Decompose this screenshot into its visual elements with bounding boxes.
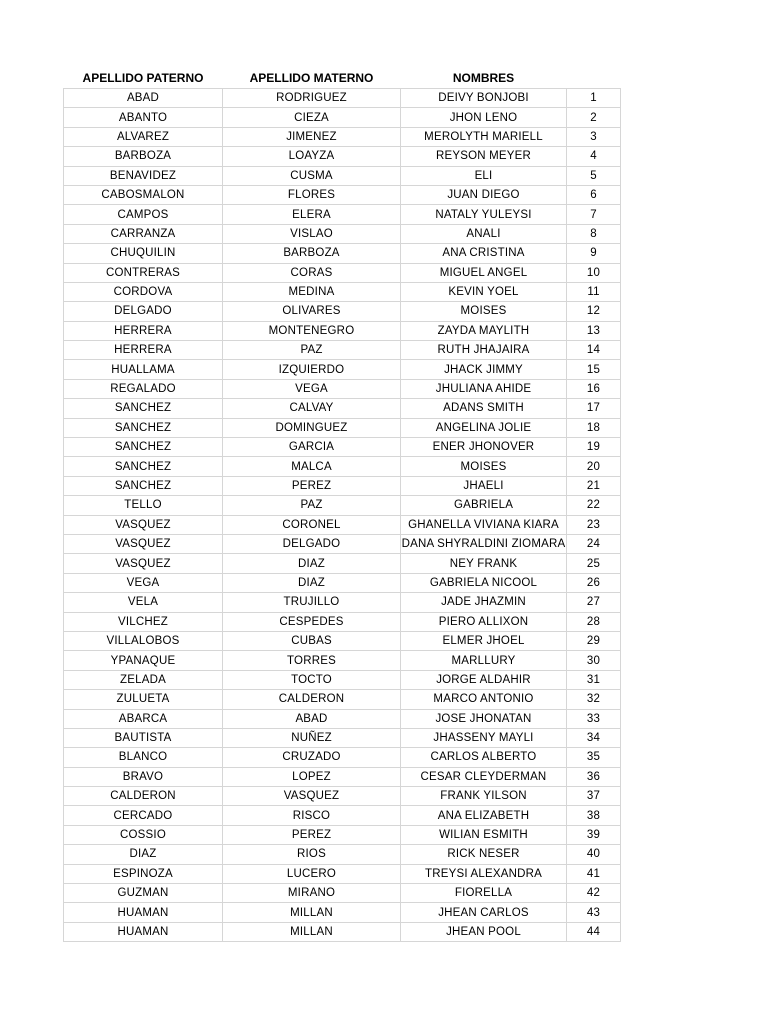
cell-apellido-paterno: ZELADA (64, 670, 223, 689)
cell-apellido-materno: MILLAN (223, 903, 401, 922)
cell-nombres: ANALI (401, 224, 567, 243)
table-row (64, 166, 621, 185)
cell-numero: 38 (567, 806, 621, 825)
cell-apellido-materno: DIAZ (223, 554, 401, 573)
cell-numero: 29 (567, 631, 621, 650)
header-nombres: NOMBRES (452, 71, 515, 85)
cell-numero: 3 (567, 127, 621, 146)
cell-apellido-paterno: VEGA (64, 573, 223, 592)
table-row (64, 205, 621, 224)
table-row (64, 127, 621, 146)
cell-numero: 7 (567, 205, 621, 224)
cell-apellido-paterno: SANCHEZ (64, 457, 223, 476)
cell-nombres: ELMER JHOEL (401, 631, 567, 650)
cell-numero: 28 (567, 612, 621, 631)
table-row (64, 282, 621, 301)
cell-nombres: MOISES (401, 302, 567, 321)
cell-nombres: ZAYDA MAYLITH (401, 321, 567, 340)
cell-apellido-paterno: BLANCO (64, 748, 223, 767)
cell-apellido-materno: CIEZA (223, 108, 401, 127)
table-row (64, 302, 621, 321)
cell-nombres: ELI (401, 166, 567, 185)
cell-numero: 31 (567, 670, 621, 689)
cell-apellido-materno: CUBAS (223, 631, 401, 650)
table-row (64, 263, 621, 282)
cell-apellido-paterno: VELA (64, 593, 223, 612)
cell-apellido-paterno: ABANTO (64, 108, 223, 127)
cell-nombres: FIORELLA (401, 884, 567, 903)
cell-numero: 1 (567, 89, 621, 108)
cell-numero: 33 (567, 709, 621, 728)
cell-numero: 37 (567, 787, 621, 806)
cell-apellido-paterno: VILLALOBOS (64, 631, 223, 650)
cell-numero: 2 (567, 108, 621, 127)
cell-nombres: PIERO ALLIXON (401, 612, 567, 631)
table-row (64, 709, 621, 728)
cell-numero: 14 (567, 341, 621, 360)
table-row (64, 496, 621, 515)
cell-apellido-paterno: VASQUEZ (64, 554, 223, 573)
cell-apellido-materno: FLORES (223, 185, 401, 204)
table-row (64, 631, 621, 650)
cell-apellido-paterno: CERCADO (64, 806, 223, 825)
cell-apellido-paterno: ABAD (64, 89, 223, 108)
table-row (64, 612, 621, 631)
cell-apellido-paterno: VILCHEZ (64, 612, 223, 631)
cell-apellido-materno: TOCTO (223, 670, 401, 689)
cell-nombres: ANA CRISTINA (401, 244, 567, 263)
cell-apellido-materno: TORRES (223, 651, 401, 670)
student-list-table (63, 68, 621, 942)
cell-apellido-paterno: ZULUETA (64, 690, 223, 709)
cell-numero: 22 (567, 496, 621, 515)
table-row (64, 554, 621, 573)
table-row (64, 651, 621, 670)
header-apellido-materno: APELLIDO MATERNO (249, 71, 374, 85)
cell-apellido-materno: OLIVARES (223, 302, 401, 321)
cell-apellido-materno: JIMENEZ (223, 127, 401, 146)
cell-apellido-materno: PEREZ (223, 825, 401, 844)
cell-nombres: JHON LENO (401, 108, 567, 127)
cell-apellido-paterno: BENAVIDEZ (64, 166, 223, 185)
table-row (64, 379, 621, 398)
cell-nombres: JHEAN POOL (401, 922, 567, 941)
cell-nombres: JOSE JHONATAN (401, 709, 567, 728)
cell-apellido-paterno: CAMPOS (64, 205, 223, 224)
cell-numero: 23 (567, 515, 621, 534)
table-row (64, 903, 621, 922)
cell-numero: 11 (567, 282, 621, 301)
cell-apellido-materno: PEREZ (223, 476, 401, 495)
cell-nombres: JUAN DIEGO (401, 185, 567, 204)
cell-apellido-paterno: HUALLAMA (64, 360, 223, 379)
cell-apellido-materno: CESPEDES (223, 612, 401, 631)
cell-apellido-materno: TRUJILLO (223, 593, 401, 612)
cell-apellido-materno: MONTENEGRO (223, 321, 401, 340)
cell-numero: 44 (567, 922, 621, 941)
cell-apellido-paterno: DELGADO (64, 302, 223, 321)
cell-nombres: GABRIELA (401, 496, 567, 515)
cell-apellido-materno: ELERA (223, 205, 401, 224)
cell-nombres: ADANS SMITH (401, 399, 567, 418)
cell-nombres: JADE JHAZMIN (401, 593, 567, 612)
cell-numero: 18 (567, 418, 621, 437)
cell-nombres: DEIVY BONJOBI (401, 89, 567, 108)
cell-numero: 15 (567, 360, 621, 379)
table-row (64, 108, 621, 127)
cell-apellido-materno: GARCIA (223, 438, 401, 457)
cell-apellido-paterno: SANCHEZ (64, 399, 223, 418)
cell-apellido-paterno: CARRANZA (64, 224, 223, 243)
cell-apellido-materno: VASQUEZ (223, 787, 401, 806)
cell-nombres: DANA SHYRALDINI ZIOMARA (401, 534, 567, 553)
table-row (64, 573, 621, 592)
table-row (64, 864, 621, 883)
cell-nombres: WILIAN ESMITH (401, 825, 567, 844)
cell-apellido-materno: MIRANO (223, 884, 401, 903)
cell-numero: 9 (567, 244, 621, 263)
cell-nombres: CESAR CLEYDERMAN (401, 767, 567, 786)
cell-apellido-paterno: CHUQUILIN (64, 244, 223, 263)
cell-nombres: ENER JHONOVER (401, 438, 567, 457)
table-row (64, 728, 621, 747)
cell-apellido-materno: IZQUIERDO (223, 360, 401, 379)
cell-apellido-paterno: CABOSMALON (64, 185, 223, 204)
cell-apellido-paterno: ABARCA (64, 709, 223, 728)
cell-apellido-materno: MEDINA (223, 282, 401, 301)
table-row (64, 341, 621, 360)
cell-apellido-materno: DELGADO (223, 534, 401, 553)
cell-apellido-paterno: TELLO (64, 496, 223, 515)
cell-nombres: MOISES (401, 457, 567, 476)
table-row (64, 438, 621, 457)
cell-apellido-materno: BARBOZA (223, 244, 401, 263)
table-row (64, 457, 621, 476)
cell-numero: 39 (567, 825, 621, 844)
cell-numero: 10 (567, 263, 621, 282)
cell-numero: 12 (567, 302, 621, 321)
cell-nombres: CARLOS ALBERTO (401, 748, 567, 767)
table-row (64, 825, 621, 844)
cell-apellido-materno: RODRIGUEZ (223, 89, 401, 108)
cell-nombres: GABRIELA NICOOL (401, 573, 567, 592)
cell-apellido-paterno: VASQUEZ (64, 534, 223, 553)
cell-nombres: JHACK JIMMY (401, 360, 567, 379)
cell-apellido-materno: CORONEL (223, 515, 401, 534)
cell-apellido-materno: LOPEZ (223, 767, 401, 786)
header-numero (567, 68, 621, 89)
cell-apellido-paterno: CALDERON (64, 787, 223, 806)
cell-numero: 36 (567, 767, 621, 786)
table-row (64, 360, 621, 379)
cell-nombres: JHEAN CARLOS (401, 903, 567, 922)
cell-apellido-materno: ABAD (223, 709, 401, 728)
table-row (64, 767, 621, 786)
cell-apellido-paterno: HERRERA (64, 341, 223, 360)
cell-nombres: JHAELI (401, 476, 567, 495)
cell-apellido-materno: PAZ (223, 496, 401, 515)
table-body (64, 89, 621, 942)
cell-apellido-materno: VISLAO (223, 224, 401, 243)
cell-apellido-paterno: YPANAQUE (64, 651, 223, 670)
cell-numero: 13 (567, 321, 621, 340)
cell-apellido-paterno: COSSIO (64, 825, 223, 844)
cell-apellido-paterno: BARBOZA (64, 147, 223, 166)
cell-apellido-paterno: ESPINOZA (64, 864, 223, 883)
table-row (64, 922, 621, 941)
cell-apellido-paterno: SANCHEZ (64, 418, 223, 437)
header-row (64, 68, 621, 89)
cell-apellido-paterno: VASQUEZ (64, 515, 223, 534)
table-row (64, 670, 621, 689)
cell-numero: 25 (567, 554, 621, 573)
cell-numero: 24 (567, 534, 621, 553)
table-row (64, 515, 621, 534)
cell-apellido-paterno: CONTRERAS (64, 263, 223, 282)
cell-numero: 42 (567, 884, 621, 903)
cell-apellido-materno: VEGA (223, 379, 401, 398)
cell-apellido-materno: MALCA (223, 457, 401, 476)
cell-apellido-materno: DIAZ (223, 573, 401, 592)
cell-numero: 19 (567, 438, 621, 457)
cell-apellido-paterno: HERRERA (64, 321, 223, 340)
cell-apellido-paterno: BRAVO (64, 767, 223, 786)
table-row (64, 787, 621, 806)
cell-apellido-materno: CORAS (223, 263, 401, 282)
cell-numero: 16 (567, 379, 621, 398)
cell-apellido-paterno: ALVAREZ (64, 127, 223, 146)
cell-apellido-paterno: HUAMAN (64, 903, 223, 922)
cell-numero: 30 (567, 651, 621, 670)
table-row (64, 593, 621, 612)
cell-apellido-materno: CRUZADO (223, 748, 401, 767)
cell-numero: 4 (567, 147, 621, 166)
table-row (64, 748, 621, 767)
cell-nombres: ANGELINA JOLIE (401, 418, 567, 437)
table-row (64, 224, 621, 243)
cell-nombres: RUTH JHAJAIRA (401, 341, 567, 360)
cell-apellido-materno: RISCO (223, 806, 401, 825)
cell-apellido-materno: CUSMA (223, 166, 401, 185)
cell-nombres: MARCO ANTONIO (401, 690, 567, 709)
cell-nombres: MIGUEL ANGEL (401, 263, 567, 282)
cell-apellido-paterno: GUZMAN (64, 884, 223, 903)
cell-apellido-paterno: REGALADO (64, 379, 223, 398)
table-row (64, 244, 621, 263)
cell-apellido-paterno: SANCHEZ (64, 438, 223, 457)
cell-nombres: JORGE ALDAHIR (401, 670, 567, 689)
cell-apellido-materno: DOMINGUEZ (223, 418, 401, 437)
table-row (64, 89, 621, 108)
table-row (64, 884, 621, 903)
cell-numero: 32 (567, 690, 621, 709)
cell-apellido-paterno: HUAMAN (64, 922, 223, 941)
header-apellido-paterno: APELLIDO PATERNO (82, 71, 204, 85)
cell-nombres: MARLLURY (401, 651, 567, 670)
cell-numero: 35 (567, 748, 621, 767)
cell-numero: 26 (567, 573, 621, 592)
cell-nombres: FRANK YILSON (401, 787, 567, 806)
cell-nombres: MEROLYTH MARIELL (401, 127, 567, 146)
cell-numero: 5 (567, 166, 621, 185)
cell-apellido-materno: NUÑEZ (223, 728, 401, 747)
table-row (64, 147, 621, 166)
table-row (64, 476, 621, 495)
table-row (64, 806, 621, 825)
cell-nombres: JHULIANA AHIDE (401, 379, 567, 398)
cell-nombres: RICK NESER (401, 845, 567, 864)
cell-apellido-paterno: SANCHEZ (64, 476, 223, 495)
cell-nombres: KEVIN YOEL (401, 282, 567, 301)
cell-numero: 17 (567, 399, 621, 418)
cell-apellido-materno: MILLAN (223, 922, 401, 941)
cell-apellido-materno: LUCERO (223, 864, 401, 883)
cell-nombres: GHANELLA VIVIANA KIARA (401, 515, 567, 534)
table-row (64, 690, 621, 709)
cell-numero: 43 (567, 903, 621, 922)
table-row (64, 534, 621, 553)
cell-nombres: JHASSENY MAYLI (401, 728, 567, 747)
cell-numero: 6 (567, 185, 621, 204)
cell-nombres: NATALY YULEYSI (401, 205, 567, 224)
cell-apellido-paterno: CORDOVA (64, 282, 223, 301)
cell-apellido-paterno: DIAZ (64, 845, 223, 864)
cell-nombres: REYSON MEYER (401, 147, 567, 166)
cell-apellido-materno: PAZ (223, 341, 401, 360)
table-row (64, 321, 621, 340)
cell-apellido-materno: CALVAY (223, 399, 401, 418)
cell-apellido-materno: CALDERON (223, 690, 401, 709)
cell-numero: 34 (567, 728, 621, 747)
cell-nombres: TREYSI ALEXANDRA (401, 864, 567, 883)
table-row (64, 185, 621, 204)
cell-nombres: ANA ELIZABETH (401, 806, 567, 825)
cell-numero: 21 (567, 476, 621, 495)
cell-nombres: NEY FRANK (401, 554, 567, 573)
table-row (64, 399, 621, 418)
cell-numero: 27 (567, 593, 621, 612)
cell-apellido-materno: RIOS (223, 845, 401, 864)
cell-apellido-materno: LOAYZA (223, 147, 401, 166)
table-row (64, 845, 621, 864)
cell-numero: 41 (567, 864, 621, 883)
cell-apellido-paterno: BAUTISTA (64, 728, 223, 747)
cell-numero: 8 (567, 224, 621, 243)
cell-numero: 40 (567, 845, 621, 864)
cell-numero: 20 (567, 457, 621, 476)
table-row (64, 418, 621, 437)
